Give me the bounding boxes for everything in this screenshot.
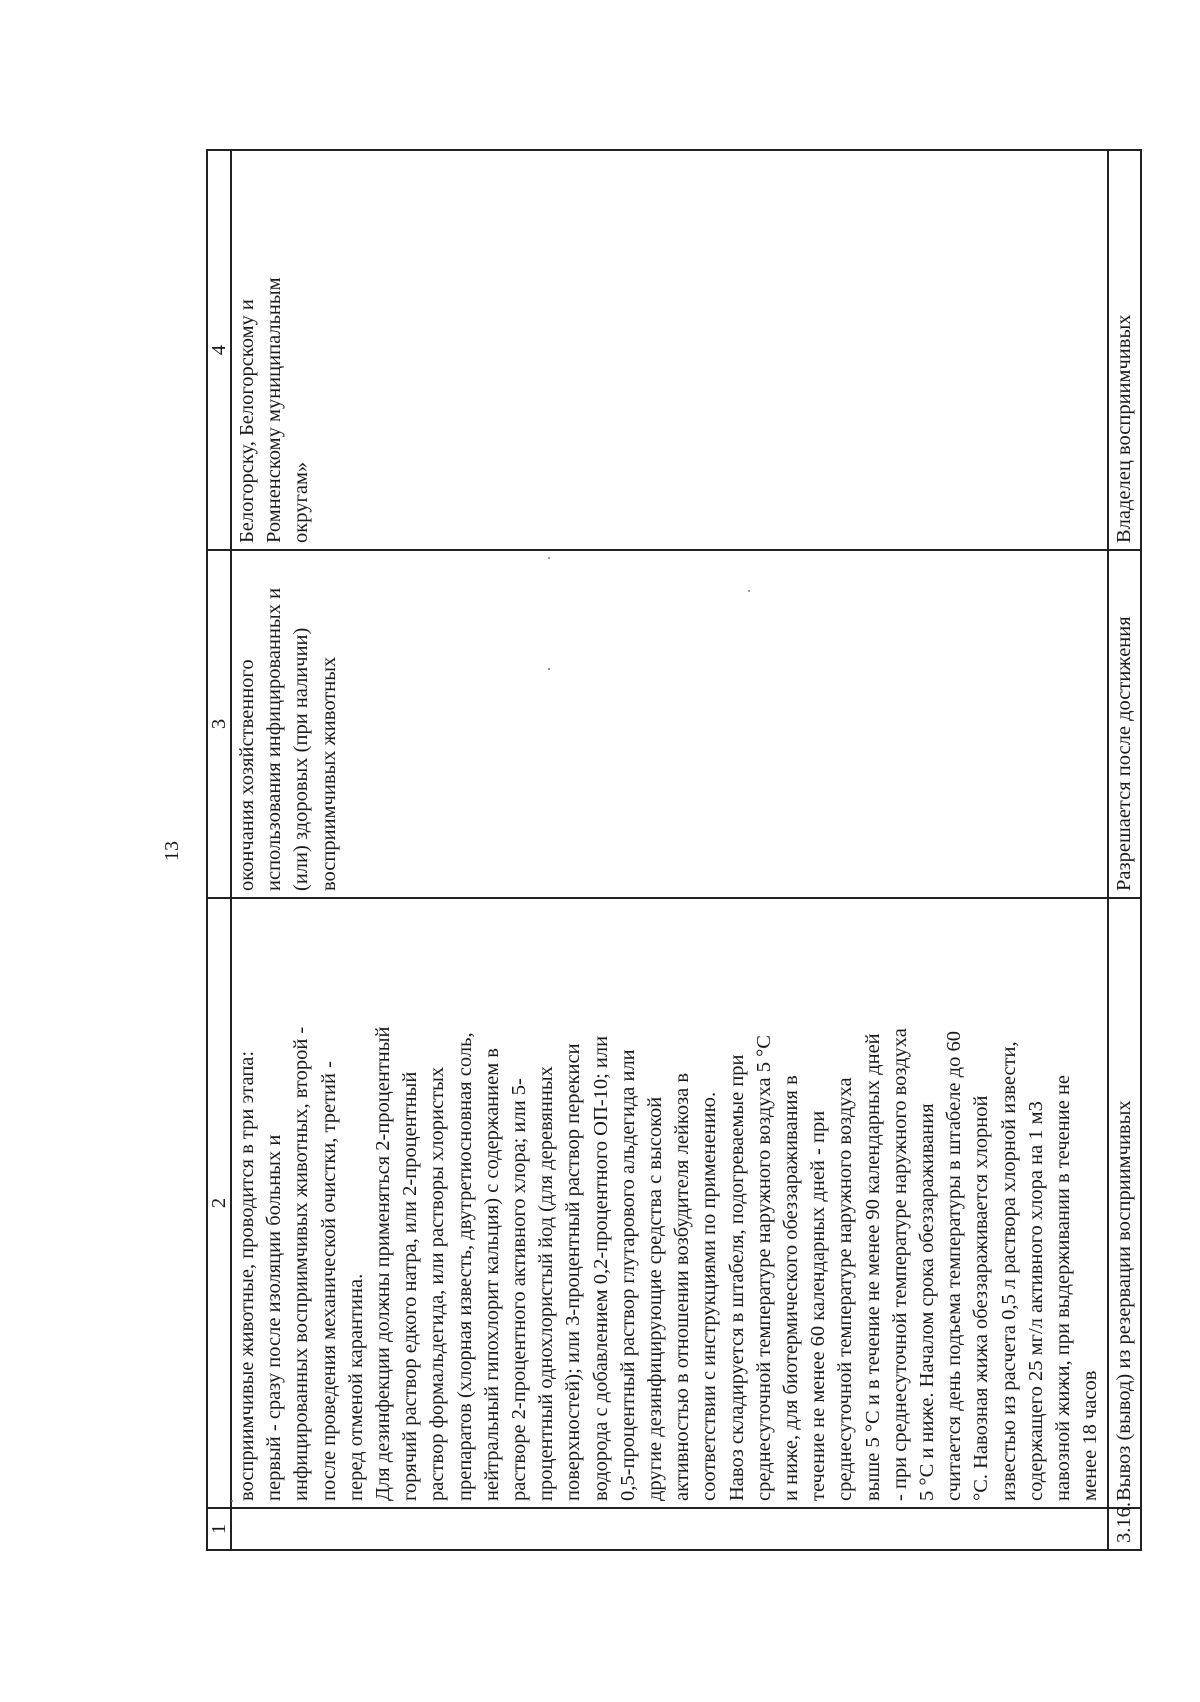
text-line: среднесуточной температуре наружного воздуха 5 °С <box>752 1035 775 1501</box>
text-line: Для дезинфекции должны применяться 2-процентный <box>372 1026 395 1501</box>
text-line: активностью в отношении возбудителя лейкоза в <box>671 1072 694 1501</box>
text-line: раствор формальдегида, или растворы хлористых <box>426 1066 449 1501</box>
text-line: использования инфицированных и <box>263 587 286 891</box>
text-line: процентный однохлористый йод (для деревянных <box>535 1066 558 1501</box>
table-row-continuation <box>231 150 1108 1550</box>
timing-text <box>234 557 343 891</box>
text-line: Белогорску, Белогорскому и <box>236 299 258 543</box>
text-line: нейтральный гипохлорит кальция) с содержанием в <box>480 1048 503 1501</box>
text-line: Навоз складируется в штабеля, подогреваемые при <box>725 1054 748 1501</box>
text-line: препаратов (хлорная известь, двутретиосновная соль, <box>453 1032 476 1501</box>
page-number: 13 <box>161 841 183 861</box>
text-line: поверхностей); или 3-процентный раствор перекиси <box>562 1043 585 1501</box>
text-line: первый - сразу после изоляции больных и <box>263 1134 286 1501</box>
text-line: 5 °С и ниже. Началом срока обеззараживания <box>916 1103 939 1501</box>
text-line: - при среднесуточной температуре наружного воздуха <box>888 1028 911 1501</box>
text-line: инфицированных восприимчивых животных, второй - <box>290 1026 313 1501</box>
header-cell-4: 4 <box>207 150 231 550</box>
header-cell-3: 3 <box>207 550 231 898</box>
text-line: менее 18 часов <box>1079 1370 1102 1501</box>
text-line: соответствии с инструкциями по применению. <box>698 1091 721 1501</box>
text-line: выше 5 °С и в течение не менее 90 календарных дней <box>861 1033 884 1501</box>
text-line: Ромненскому муниципальным <box>263 277 286 543</box>
text-line: горячий раствор едкого натра, или 2-процентный <box>399 1071 422 1501</box>
text-line: известью из расчета 0,5 л раствора хлорной извести, <box>997 1041 1020 1501</box>
text-line: округам» <box>290 461 313 543</box>
table-header-row <box>207 150 231 1550</box>
text-line: считается день подъема температуры в штабеле до 60 <box>943 1031 966 1501</box>
text-line: навозной жижи, при выдерживании в течение не <box>1052 1074 1075 1501</box>
scan-speck <box>548 557 550 559</box>
scan-speck <box>748 590 750 592</box>
scan-speck <box>548 668 550 670</box>
responsible-text <box>234 157 316 543</box>
cell-responsible <box>231 150 1108 550</box>
text-line: после проведения механической очистки, третий - <box>317 1061 340 1501</box>
scan-speck <box>231 1500 233 1502</box>
text-line: восприимчивые животные, проводится в три этапа: <box>236 1050 258 1501</box>
cell-responsible: Владелец восприимчивых <box>1108 150 1141 550</box>
text-line: другие дезинфицирующие средства с высокой <box>644 1096 667 1501</box>
requirements-table <box>206 149 1142 1551</box>
cell-item-number: 3.16. <box>1108 1508 1141 1550</box>
cell-measure-description <box>231 898 1108 1508</box>
text-line: течение не менее 60 календарных дней - при <box>807 1110 830 1501</box>
text-line: растворе 2-процентного активного хлора; или 5- <box>508 1078 531 1501</box>
text-line: водорода с добавлением 0,2-процентного ОП-10; или <box>589 1035 612 1501</box>
text-line: содержащего 25 мг/л активного хлора на 1 м3 <box>1024 1101 1047 1501</box>
text-line: среднесуточной температуре наружного воздуха <box>834 1077 857 1501</box>
measure-description-text <box>234 905 1105 1501</box>
table-row-3-16 <box>1108 150 1141 1550</box>
text-line: и ниже, для биотермического обеззараживания в <box>780 1075 803 1501</box>
text-line: 0,5-процентный раствор глутарового альдегида или <box>616 1049 639 1501</box>
text-line: °С. Навозная жижа обеззараживается хлорной <box>970 1095 993 1501</box>
text-line: окончания хозяйственного <box>236 659 258 891</box>
text-line: восприимчивых животных <box>317 656 340 891</box>
cell-timing: Разрешается после достижения <box>1108 550 1141 898</box>
header-cell-1: 1 <box>207 1508 231 1550</box>
rotated-page <box>160 141 1135 1561</box>
text-line: (или) здоровых (при наличии) <box>290 627 313 891</box>
cell-measure-description: Вывоз (вывод) из резервации восприимчивых <box>1108 898 1141 1508</box>
cell-timing <box>231 550 1108 898</box>
text-line: перед отменой карантина. <box>344 1273 367 1501</box>
header-cell-2: 2 <box>207 898 231 1508</box>
cell-item-number <box>231 1508 1108 1550</box>
